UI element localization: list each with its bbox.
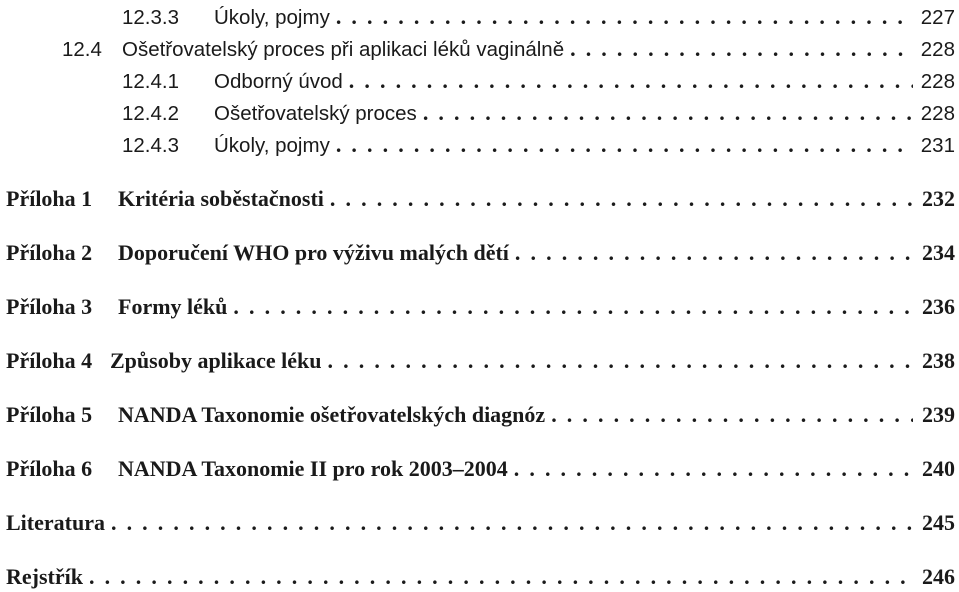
page-number: 239 bbox=[922, 402, 955, 427]
appendix-title: NANDA Taxonomie ošetřovatelských diagnóz bbox=[118, 402, 546, 427]
toc-entry-rejstrik[interactable] bbox=[0, 564, 959, 592]
appendix-number: Příloha 2 bbox=[6, 240, 93, 265]
section-number: 12.4.3 bbox=[122, 134, 179, 157]
toc-entry-priloha-5[interactable] bbox=[0, 402, 959, 430]
toc-entry-priloha-3[interactable] bbox=[0, 294, 959, 322]
appendix-number: Příloha 4 bbox=[6, 348, 93, 373]
page-number: 234 bbox=[922, 240, 955, 265]
page-number: 228 bbox=[920, 70, 955, 93]
chapter-title: Literatura bbox=[6, 510, 105, 535]
section-title: Ošetřovatelský proces bbox=[214, 102, 417, 125]
toc-entry-literatura[interactable] bbox=[0, 510, 959, 538]
toc-entry-priloha-4[interactable] bbox=[0, 348, 959, 376]
page-number: 228 bbox=[920, 102, 955, 125]
dot-leader bbox=[227, 294, 913, 320]
dot-leader bbox=[343, 68, 913, 94]
page-number: 240 bbox=[922, 456, 955, 481]
page-number: 228 bbox=[920, 38, 955, 61]
appendix-number: Příloha 6 bbox=[6, 456, 93, 481]
appendix-title: Doporučení WHO pro výživu malých dětí bbox=[118, 240, 509, 265]
chapter-title: Rejstřík bbox=[6, 564, 83, 589]
section-number: 12.4.1 bbox=[122, 70, 179, 93]
dot-leader bbox=[509, 240, 913, 266]
page-number: 246 bbox=[922, 564, 955, 589]
toc-entry-12-4-3[interactable] bbox=[0, 132, 959, 160]
page-number: 231 bbox=[920, 134, 955, 157]
page-number: 236 bbox=[922, 294, 955, 319]
dot-leader bbox=[324, 186, 913, 212]
dot-leader bbox=[330, 4, 913, 30]
section-title: Ošetřovatelský proces při aplikaci léků vaginálně bbox=[122, 38, 565, 61]
toc-entry-12-3-3[interactable] bbox=[0, 4, 959, 32]
appendix-number: Příloha 3 bbox=[6, 294, 93, 319]
appendix-title: Formy léků bbox=[118, 294, 228, 319]
section-number: 12.4.2 bbox=[122, 102, 179, 125]
toc-entry-12-4-1[interactable] bbox=[0, 68, 959, 96]
appendix-number: Příloha 1 bbox=[6, 186, 93, 211]
page-number: 245 bbox=[922, 510, 955, 535]
dot-leader bbox=[564, 36, 913, 62]
dot-leader bbox=[322, 348, 913, 374]
toc-entry-priloha-2[interactable] bbox=[0, 240, 959, 268]
section-title: Úkoly, pojmy bbox=[214, 134, 330, 157]
dot-leader bbox=[105, 510, 913, 536]
toc-entry-12-4-2[interactable] bbox=[0, 100, 959, 128]
dot-leader bbox=[417, 100, 913, 126]
dot-leader bbox=[83, 564, 913, 590]
section-title: Odborný úvod bbox=[214, 70, 343, 93]
page-number: 232 bbox=[922, 186, 955, 211]
section-number: 12.4 bbox=[62, 38, 102, 61]
page-number: 238 bbox=[922, 348, 955, 373]
section-title: Úkoly, pojmy bbox=[214, 6, 330, 29]
appendix-title: Kritéria soběstačnosti bbox=[118, 186, 324, 211]
toc-entry-priloha-6[interactable] bbox=[0, 456, 959, 484]
appendix-number: Příloha 5 bbox=[6, 402, 93, 427]
page-number: 227 bbox=[920, 6, 955, 29]
section-number: 12.3.3 bbox=[122, 6, 179, 29]
toc-entry-priloha-1[interactable] bbox=[0, 186, 959, 214]
dot-leader bbox=[330, 132, 913, 158]
dot-leader bbox=[545, 402, 913, 428]
toc-entry-12-4[interactable] bbox=[0, 36, 959, 64]
appendix-title: NANDA Taxonomie II pro rok 2003–2004 bbox=[118, 456, 508, 481]
dot-leader bbox=[508, 456, 913, 482]
appendix-title: Způsoby aplikace léku bbox=[110, 348, 322, 373]
